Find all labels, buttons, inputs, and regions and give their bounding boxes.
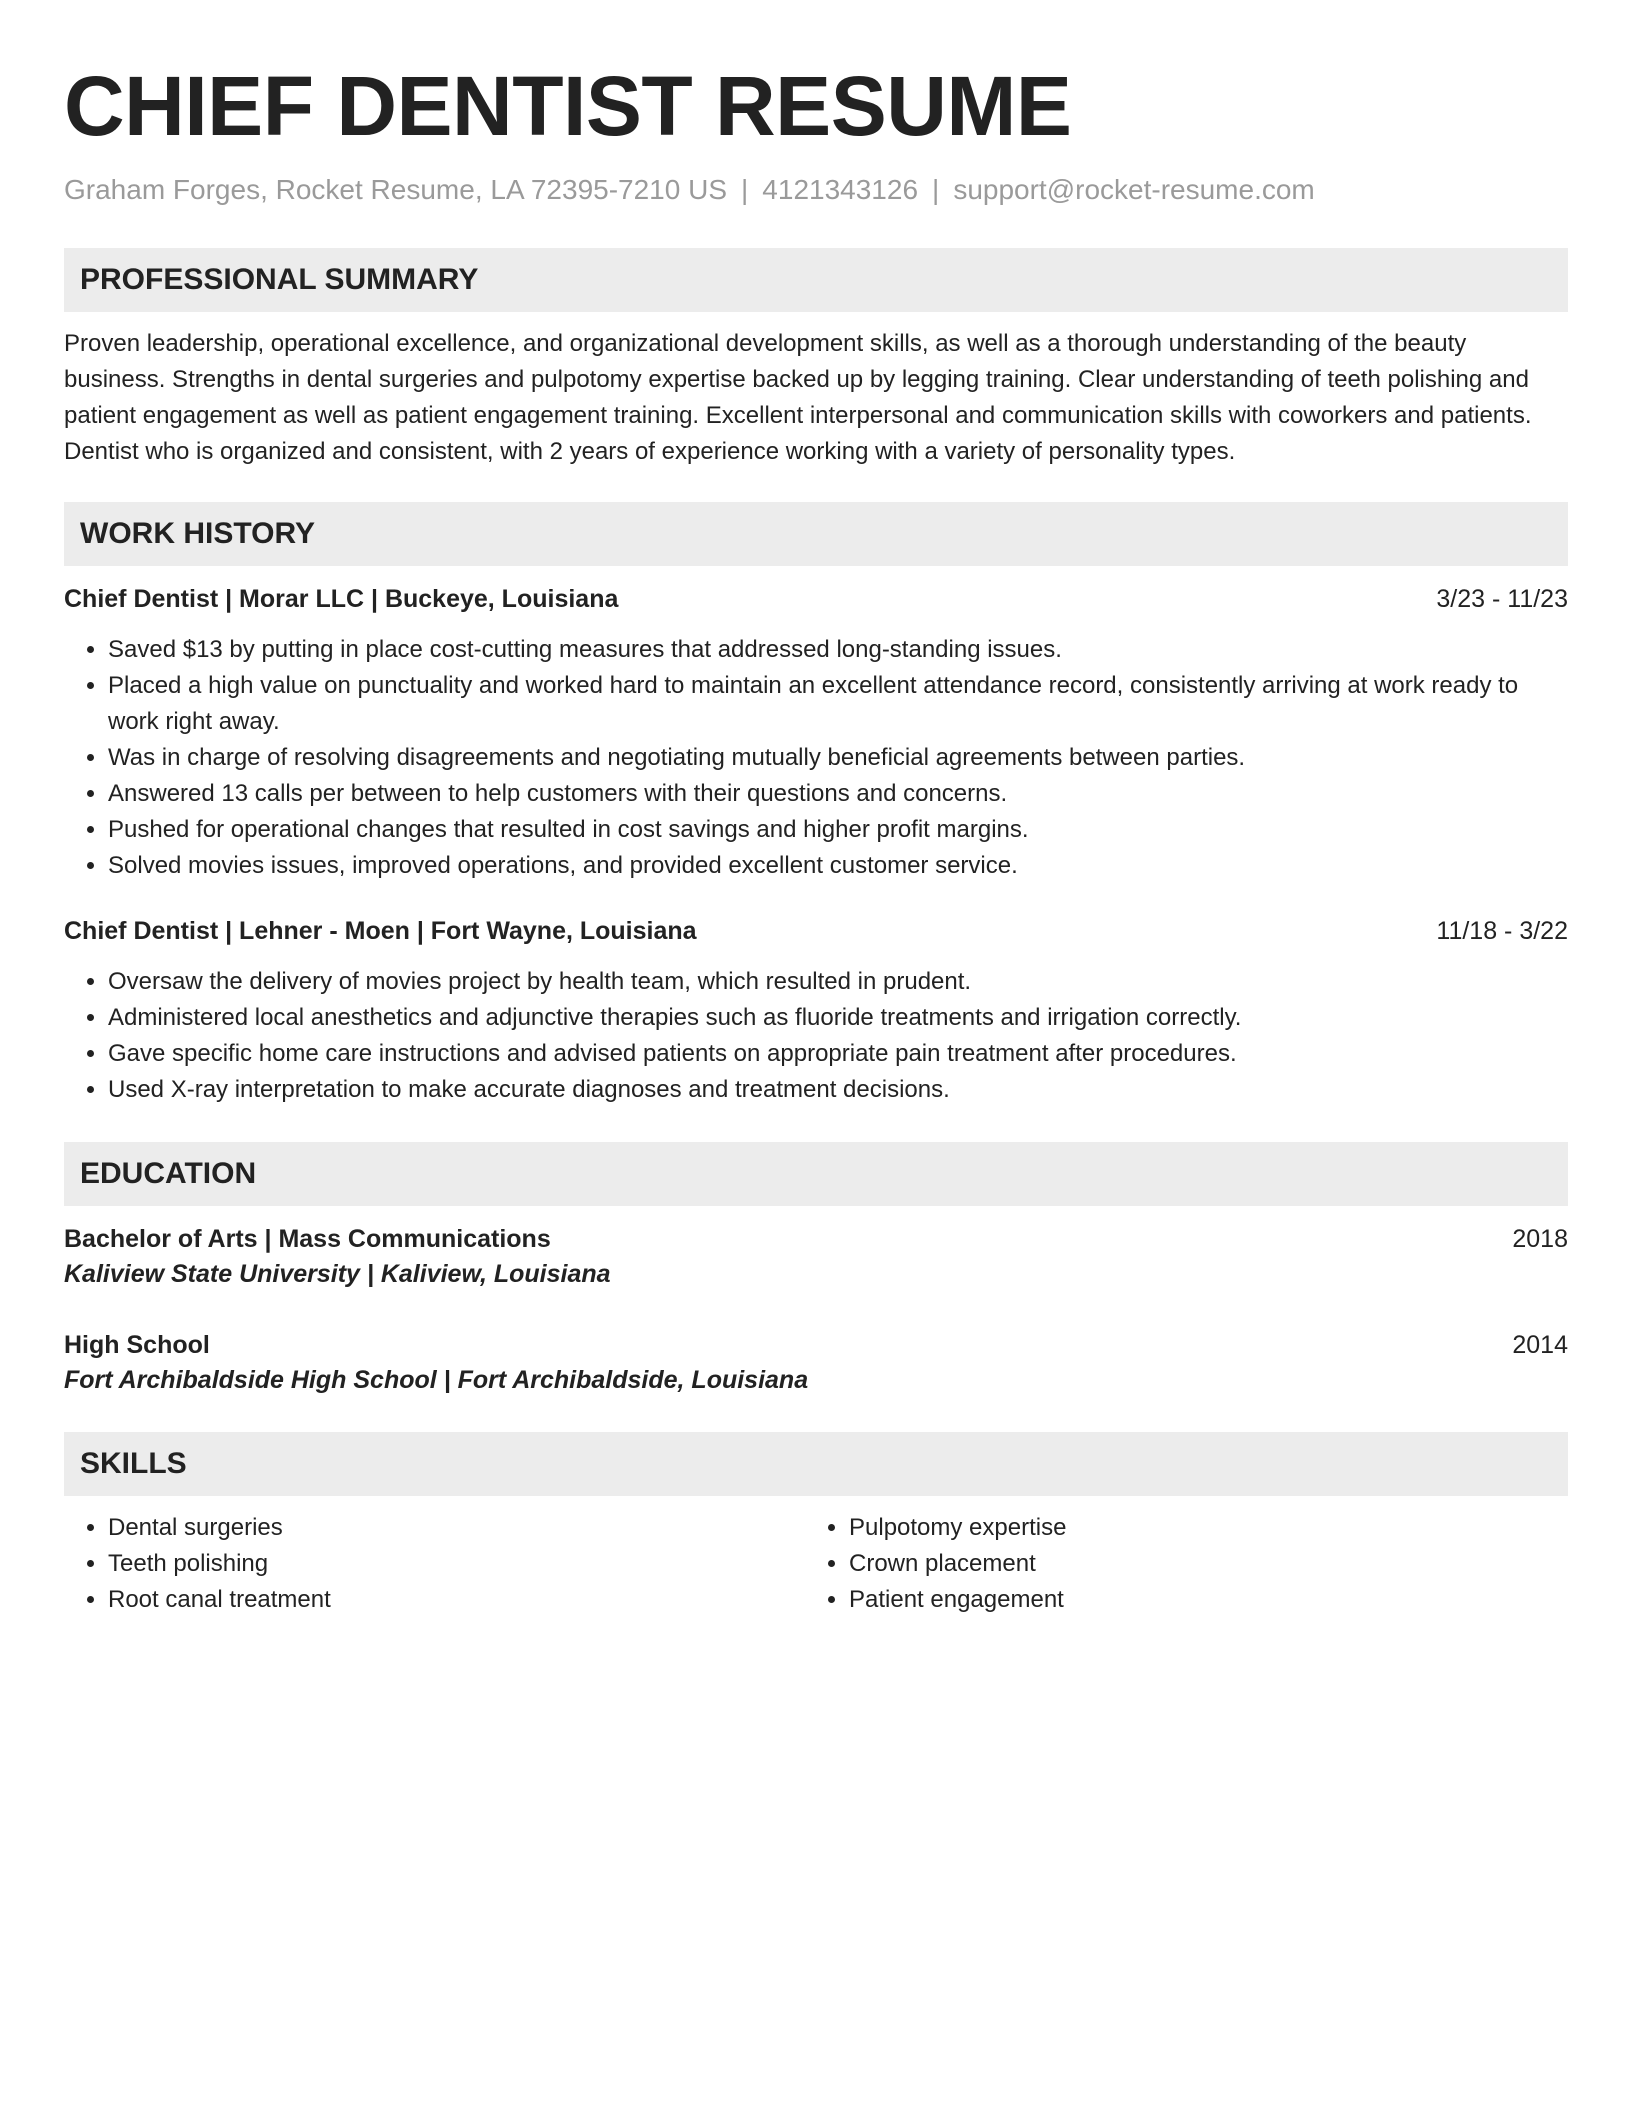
skills-column-left xyxy=(64,1510,805,1618)
job-dates: 3/23 - 11/23 xyxy=(1436,585,1568,613)
education-year: 2018 xyxy=(1512,1225,1568,1253)
contact-phone: 4121343126 xyxy=(762,174,919,205)
skill-item: • Pulpotomy expertise xyxy=(849,1510,1546,1546)
job-bullet: • Solved movies issues, improved operations, and provided excellent customer service. xyxy=(108,848,1568,884)
section-header-summary: PROFESSIONAL SUMMARY xyxy=(64,248,1568,312)
job-header xyxy=(64,914,1568,948)
education-header xyxy=(64,1328,1568,1362)
education-degree: Bachelor of Arts | Mass Communications xyxy=(64,1225,551,1253)
job-bullet: • Used X-ray interpretation to make accurate diagnoses and treatment decisions. xyxy=(108,1072,1568,1108)
skills-grid xyxy=(64,1510,1568,1618)
education-entry xyxy=(64,1328,1568,1398)
contact-separator: | xyxy=(741,174,749,205)
job-title: Chief Dentist | Lehner - Moen | Fort Wayne, Louisiana xyxy=(64,917,697,945)
skill-item: • Dental surgeries xyxy=(108,1510,805,1546)
contact-email: support@rocket-resume.com xyxy=(953,174,1315,205)
education-year: 2014 xyxy=(1512,1331,1568,1359)
education-degree: High School xyxy=(64,1331,210,1359)
job-bullet: • Saved $13 by putting in place cost-cutting measures that addressed long-standing issues. xyxy=(108,632,1568,668)
contact-address: Graham Forges, Rocket Resume, LA 72395-7210 US xyxy=(64,174,728,205)
job-bullet: • Administered local anesthetics and adjunctive therapies such as fluoride treatments and irrigation correctly. xyxy=(108,1000,1568,1036)
job-bullet: • Pushed for operational changes that resulted in cost savings and higher profit margins. xyxy=(108,812,1568,848)
skill-item: • Teeth polishing xyxy=(108,1546,805,1582)
job-entry xyxy=(64,582,1568,884)
job-dates: 11/18 - 3/22 xyxy=(1436,917,1568,945)
section-header-skills: SKILLS xyxy=(64,1432,1568,1496)
skill-item: • Patient engagement xyxy=(849,1582,1546,1618)
skill-item: • Root canal treatment xyxy=(108,1582,805,1618)
job-title: Chief Dentist | Morar LLC | Buckeye, Louisiana xyxy=(64,585,619,613)
education-school: Kaliview State University | Kaliview, Louisiana xyxy=(64,1260,611,1288)
job-bullet: • Answered 13 calls per between to help customers with their questions and concerns. xyxy=(108,776,1568,812)
education-school: Fort Archibaldside High School | Fort Archibaldside, Louisiana xyxy=(64,1366,809,1394)
job-bullet: • Placed a high value on punctuality and worked hard to maintain an excellent attendance record, consistently arriving at work ready to work right away. xyxy=(108,668,1568,740)
job-header xyxy=(64,582,1568,616)
section-header-education: EDUCATION xyxy=(64,1142,1568,1206)
skills-column-right xyxy=(805,1510,1546,1618)
job-bullet-list xyxy=(64,964,1568,1108)
education-entry xyxy=(64,1222,1568,1292)
skill-item: • Crown placement xyxy=(849,1546,1546,1582)
resume-title: CHIEF DENTIST RESUME xyxy=(64,59,1072,153)
education-header xyxy=(64,1222,1568,1256)
contact-separator: | xyxy=(932,174,940,205)
job-bullet: • Gave specific home care instructions and advised patients on appropriate pain treatment after procedures. xyxy=(108,1036,1568,1072)
job-bullet: • Was in charge of resolving disagreements and negotiating mutually beneficial agreements between parties. xyxy=(108,740,1568,776)
job-bullet: • Oversaw the delivery of movies project by health team, which resulted in prudent. xyxy=(108,964,1568,1000)
contact-line xyxy=(64,172,1568,208)
summary-text: Proven leadership, operational excellence, and organizational development skills, as well as a thorough understanding of the beauty business. Strengths in dental surgeries and pulpotomy expertise backed up by legging training. Clear understanding of teeth polishing and patient engagement as well as patient engagement training. Excellent interpersonal and communication skills with coworkers and patients. Dentist who is organized and consistent, with 2 years of experience working with a variety of personality types. xyxy=(64,330,1532,465)
job-entry xyxy=(64,914,1568,1108)
job-bullet-list xyxy=(64,632,1568,884)
section-header-work-history: WORK HISTORY xyxy=(64,502,1568,566)
